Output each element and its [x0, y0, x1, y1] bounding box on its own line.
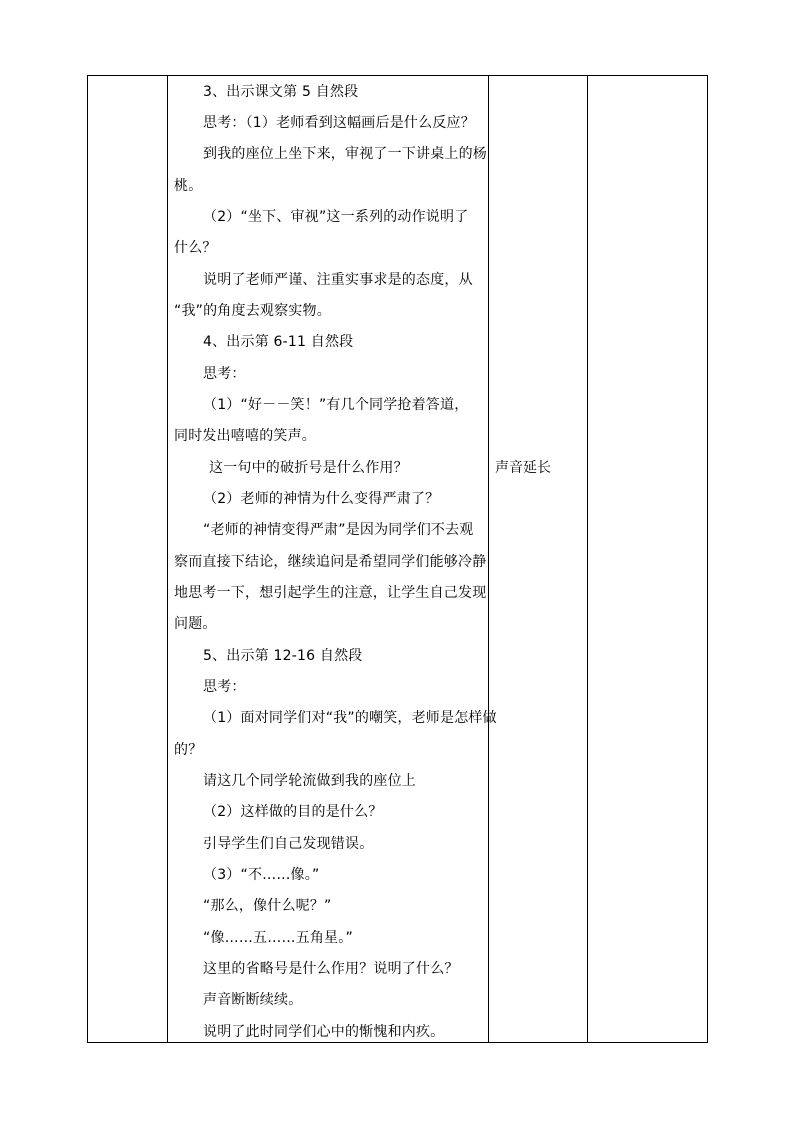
content-line: 桃。 [174, 178, 203, 194]
content-line: 3、出示课文第 5 自然段 [203, 84, 359, 100]
notes-cell [489, 76, 588, 1043]
content-line: 地思考一下，想引起学生的注意，让学生自己发现 [174, 585, 487, 601]
content-line: （3）“不……像。” [203, 867, 320, 883]
blank-cell-right [588, 76, 708, 1043]
teaching-content [168, 76, 497, 1042]
content-line: 声音断断续续。 [203, 992, 303, 1008]
content-line: 的？ [174, 742, 203, 758]
content-line: 什么？ [174, 240, 217, 256]
note-text: 声音延长 [495, 460, 551, 476]
content-line: （2）“坐下、审视”这一系列的动作说明了 [203, 209, 469, 225]
table-row [88, 76, 708, 1043]
content-line: （1）面对同学们对“我”的嘲笑，老师是怎样做 [203, 710, 497, 726]
content-line: 5、出示第 12-16 自然段 [203, 648, 363, 664]
content-line: 思考：（1）老师看到这幅画后是什么反应？ [203, 115, 475, 131]
blank-cell-left [88, 76, 168, 1043]
content-line: 同时发出嘻嘻的笑声。 [174, 428, 316, 444]
content-line: “我”的角度去观察实物。 [174, 303, 331, 319]
content-line: 察而直接下结论，继续追问是希望同学们能够冷静 [174, 554, 487, 570]
notes-content [489, 76, 587, 1042]
content-line: 4、出示第 6-11 自然段 [203, 334, 354, 350]
content-line: （2）老师的神情为什么变得严肃了？ [203, 491, 440, 507]
content-line: 思考： [203, 679, 246, 695]
content-line: 请这几个同学轮流做到我的座位上 [203, 773, 416, 789]
content-line: 引导学生们自己发现错误。 [203, 836, 374, 852]
content-line: 问题。 [174, 616, 217, 632]
content-line: （2）这样做的目的是什么？ [203, 804, 383, 820]
content-line: 到我的座位上坐下来，审视了一下讲桌上的杨 [203, 146, 487, 162]
content-line: 思考： [203, 366, 246, 382]
content-line: 这里的省略号是什么作用？说明了什么？ [203, 961, 459, 977]
content-line: 说明了此时同学们心中的惭愧和内疚。 [203, 1024, 445, 1040]
teaching-content-cell [168, 76, 497, 1043]
content-line: （1）“好－－笑！”有几个同学抢着答道， [203, 397, 469, 413]
content-line: 这一句中的破折号是什么作用？ [209, 460, 408, 476]
lesson-table [87, 75, 708, 1043]
content-line: “那么，像什么呢？” [203, 898, 332, 914]
content-line: 说明了老师严谨、注重实事求是的态度，从 [203, 272, 473, 288]
content-line: “像……五……五角星。” [203, 930, 353, 946]
content-line: “老师的神情变得严肃”是因为同学们不去观 [203, 522, 474, 538]
